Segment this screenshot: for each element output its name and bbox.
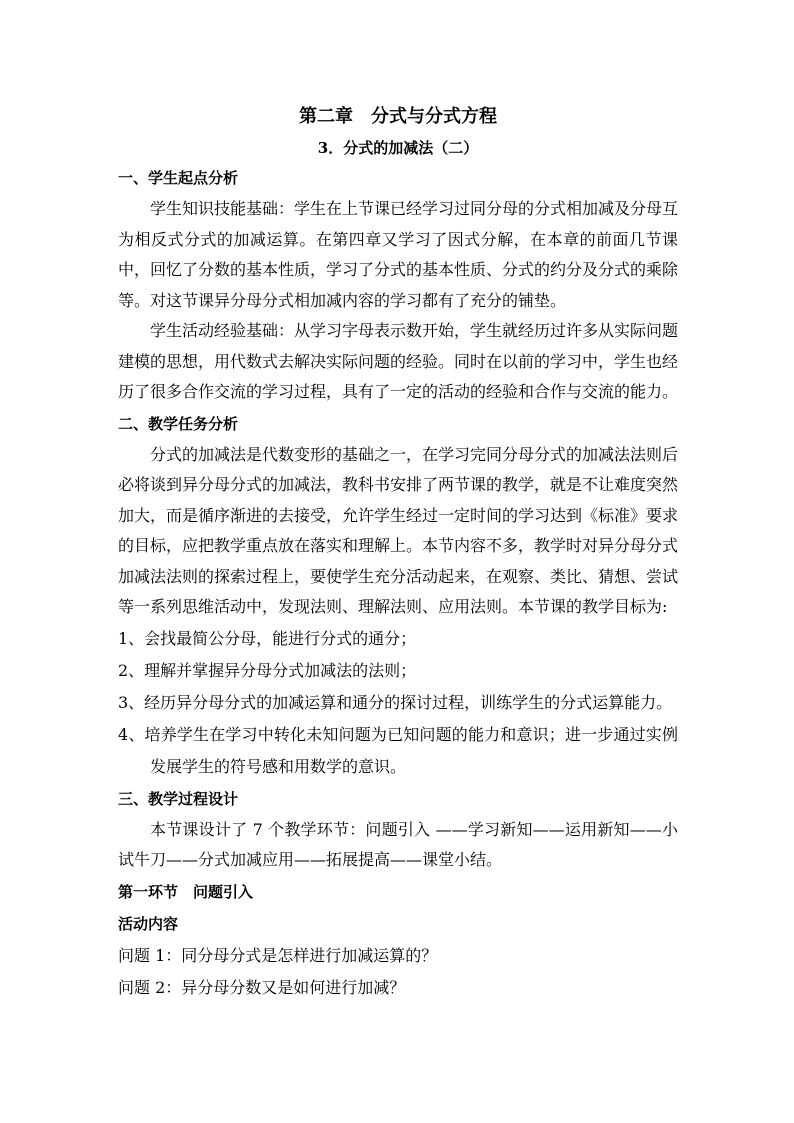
objective-item: 1、会找最简公分母，能进行分式的通分；	[118, 628, 417, 648]
question-2: 问题 2：异分母分数又是如何进行加减？	[118, 977, 406, 997]
activity-heading: 活动内容	[118, 914, 179, 933]
paragraph-activity-basis: 学生活动经验基础：从学习字母表示数开始，学生就经历过许多从实际问题建模的思想，用代数式去解决实际问题的经验。同时在以前的学习中，学生也经历了很多合作交流的学习过程，具有了一定的活动的经验和合作与交流的能力。	[118, 321, 679, 401]
document-page	[118, 100, 678, 1004]
question-1: 问题 1：同分母分式是怎样进行加减运算的？	[118, 945, 438, 965]
paragraph-process-design: 本节课设计了 7 个教学环节：问题引入 ——学习新知——运用新知——小试牛刀——分式加减应用——拓展提高——课堂小结。	[118, 819, 678, 869]
step-heading: 第一环节 问题引入	[118, 882, 254, 901]
page-title: 第二章 分式与分式方程	[299, 106, 497, 127]
section-heading-student-analysis: 一、学生起点分析	[118, 169, 239, 187]
page-subtitle: 3．分式的加减法（二）	[317, 139, 479, 157]
section-heading-task-analysis: 二、教学任务分析	[118, 414, 239, 433]
section-heading-process-design: 三、教学过程设计	[118, 789, 239, 808]
objective-item: 3、经历异分母分式的加减运算和通分的探讨过程，训练学生的分式运算能力。	[118, 692, 673, 712]
paragraph-knowledge-basis: 学生知识技能基础：学生在上节课已经学习过同分母的分式相加减及分母互为相反式分式的加减运算。在第四章又学习了因式分解，在本章的前面几节课中，回忆了分数的基本性质，学习了分式的基本性质、分式的约分及分式的乘除等。对这节课异分母分式相加减内容的学习都有了充分的铺垫。	[118, 199, 679, 310]
objective-item: 4、培养学生在学习中转化未知问题为已知问题的能力和意识；进一步通过实例发展学生的符号感和用数学的意识。	[118, 724, 678, 776]
paragraph-task-analysis: 分式的加减法是代数变形的基础之一，在学习完同分母分式的加减法法则后必将谈到异分母分式的加减法，教科书安排了两节课的教学，就是不让难度突然加大，而是循序渐进的去接受，允许学生经过一定时间的学习达到《标准》要求的目标，应把教学重点放在落实和理解上。本节内容不多，教学时对异分母分式加减法法则的探索过程上，要使学生充分活动起来，在观察、类比、猜想、尝试等一系列思维活动中，发现法则、理解法则、应用法则。本节课的教学目标为:	[118, 444, 679, 616]
objective-item: 2、理解并掌握异分母分式加减法的法则；	[118, 660, 417, 680]
